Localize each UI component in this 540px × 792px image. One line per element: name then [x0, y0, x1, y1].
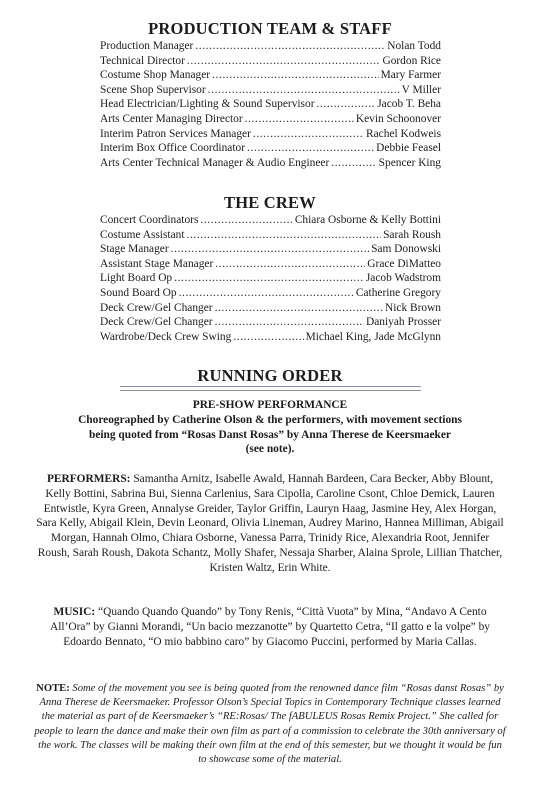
production-row	[100, 39, 441, 54]
performers-text: Samantha Arnitz, Isabelle Awald, Hannah Bardeen, Cara Becker, Abby Blount, Kelly Bottini, Sabrina Bui, Sienna Carlenius, Sara Cipolla, Caroline Csont, Chloe Demick, Lauren Entwistle, Kyra Green, Annalyse Greider, Taylor Griffin, Lauryn Haag, Jasmine Hey, Alex Horgan, Sara Kelly, Abigail Klein, Devin Leonard, Olivia Lineman, Audrey Marino, Hannea Milliman, Abigail Morgan, Hannah Olmo, Chiara Osborne, Vanessa Parra, Trinidy Rice, Alexandria Root, Jennifer Roush, Sarah Roush, Dakota Schantz, Molly Shafer, Nessaja Sharber, Alaina Sprole, Lillian Thatcher, Kristen Waltz, Erin White.	[36, 473, 504, 574]
role-label: Light Board Op	[100, 272, 173, 285]
crew-list	[100, 213, 441, 344]
crew-row	[100, 257, 441, 272]
dot-leader	[212, 68, 378, 83]
role-label: Scene Shop Supervisor	[100, 83, 206, 96]
pre-show-subheading: PRE-SHOW PERFORMANCE	[192, 399, 348, 411]
person-name: Spencer King	[378, 156, 441, 169]
person-name: Mary Farmer	[380, 69, 441, 82]
dot-leader	[187, 228, 382, 243]
production-row	[100, 54, 441, 69]
dot-leader	[253, 127, 364, 142]
dot-leader	[331, 156, 376, 171]
production-row	[100, 127, 441, 142]
production-row	[100, 68, 441, 83]
performers-label: PERFORMERS:	[46, 473, 131, 485]
person-name: Jacob Wadstrom	[365, 272, 441, 285]
person-name: Jacob T. Beha	[377, 98, 441, 111]
production-row	[100, 141, 441, 156]
crew-row	[100, 271, 441, 286]
role-label: Costume Shop Manager	[100, 69, 211, 82]
role-label: Interim Box Office Coordinator	[100, 142, 245, 155]
role-label: Stage Manager	[100, 243, 169, 256]
person-name: Daniyah Prosser	[366, 316, 441, 329]
person-name: Nick Brown	[385, 301, 441, 314]
role-label: Deck Crew/Gel Changer	[100, 301, 213, 314]
crew-row	[100, 228, 441, 243]
dot-leader	[171, 242, 369, 257]
person-name: Debbie Feasel	[376, 142, 441, 155]
person-name: Rachel Kodweis	[366, 127, 441, 140]
production-row	[100, 83, 441, 98]
production-row	[100, 112, 441, 127]
crew-row	[100, 330, 441, 345]
credit-line: Choreographed by Catherine Olson & the performers, with movement sections	[78, 413, 462, 426]
section-divider	[120, 386, 421, 391]
crew-heading-wrap	[0, 193, 540, 213]
dot-leader	[174, 271, 364, 286]
role-label: Interim Patron Services Manager	[100, 127, 251, 140]
role-label: Sound Board Op	[100, 286, 177, 299]
production-heading-wrap	[0, 19, 540, 39]
crew-heading: THE CREW	[224, 193, 316, 212]
person-name: Sarah Roush	[383, 228, 441, 241]
running-order-heading: RUNNING ORDER	[197, 366, 343, 385]
credit-line: being quoted from “Rosas Danst Rosas” by Anna Therese de Keersmaeker	[89, 428, 451, 441]
role-label: Technical Director	[100, 54, 185, 67]
role-label: Costume Assistant	[100, 228, 185, 241]
role-label: Head Electrician/Lighting & Sound Supervisor	[100, 98, 315, 111]
dot-leader	[208, 83, 400, 98]
note-text: Some of the movement you see is being quoted from the renowned dance film “Rosas danst Rosas” by Anna Therese de Keersmaeker. Professor Olson’s Special Topics in Contemporary Technique classes learned the material as part of de Keersmaeker’s “RE:Rosas/ The fABULEUS Rosas Remix Project.” She called for people to learn the dance and make their own film as part of a commission to celebrate the 30th anniversary of the work. The classes will be making their own film at the end of this semester, but we thought it would be fun to showcase some of the material.	[34, 683, 506, 766]
crew-row	[100, 213, 441, 228]
person-name: Nolan Todd	[387, 40, 441, 52]
production-row	[100, 156, 441, 171]
person-name: Chiara Osborne & Kelly Bottini	[294, 214, 441, 226]
production-list	[100, 39, 441, 170]
dot-leader	[233, 330, 303, 345]
role-label: Wardrobe/Deck Crew Swing	[100, 330, 232, 343]
music-paragraph	[34, 605, 506, 649]
dot-leader	[215, 315, 364, 330]
production-heading: PRODUCTION TEAM & STAFF	[148, 19, 392, 38]
credit-line: (see note).	[245, 443, 295, 456]
crew-row	[100, 242, 441, 257]
running-order-credits	[40, 398, 500, 457]
note-paragraph	[34, 682, 506, 767]
role-label: Arts Center Managing Director	[100, 112, 243, 125]
crew-row	[100, 315, 441, 330]
person-name: Gordon Rice	[382, 54, 441, 67]
dot-leader	[245, 112, 354, 127]
dot-leader	[200, 213, 292, 228]
production-row	[100, 97, 441, 112]
dot-leader	[215, 257, 365, 272]
music-label: MUSIC:	[53, 606, 96, 618]
running-order-heading-wrap	[0, 366, 540, 386]
performers-paragraph	[34, 472, 506, 576]
dot-leader	[247, 141, 374, 156]
dot-leader	[316, 97, 375, 112]
role-label: Assistant Stage Manager	[100, 257, 214, 270]
role-label: Arts Center Technical Manager & Audio Engineer	[100, 156, 330, 169]
music-text: “Quando Quando Quando” by Tony Renis, “Città Vuota” by Mina, “Andavo A Cento All’Ora” by Gianni Morandi, “Un bacio mezzanotte” by Quartetto Cetra, “Il gatto e la volpe” by Edoardo Bennato, “O mio babbino caro” by Giacomo Puccini, performed by Maria Callas.	[50, 606, 490, 648]
role-label: Production Manager	[100, 40, 194, 52]
person-name: Grace DiMatteo	[367, 257, 441, 270]
dot-leader	[187, 54, 381, 69]
dot-leader	[179, 286, 354, 301]
person-name: Catherine Gregory	[355, 286, 441, 299]
crew-row	[100, 286, 441, 301]
person-name: Sam Donowski	[371, 243, 441, 256]
person-name: Michael King, Jade McGlynn	[305, 330, 441, 343]
note-label: NOTE:	[36, 683, 70, 694]
role-label: Concert Coordinators	[100, 214, 199, 226]
dot-leader	[215, 301, 383, 316]
person-name: Kevin Schoonover	[355, 112, 441, 125]
dot-leader	[195, 39, 385, 54]
person-name: V Miller	[401, 83, 441, 96]
crew-row	[100, 301, 441, 316]
role-label: Deck Crew/Gel Changer	[100, 316, 213, 329]
